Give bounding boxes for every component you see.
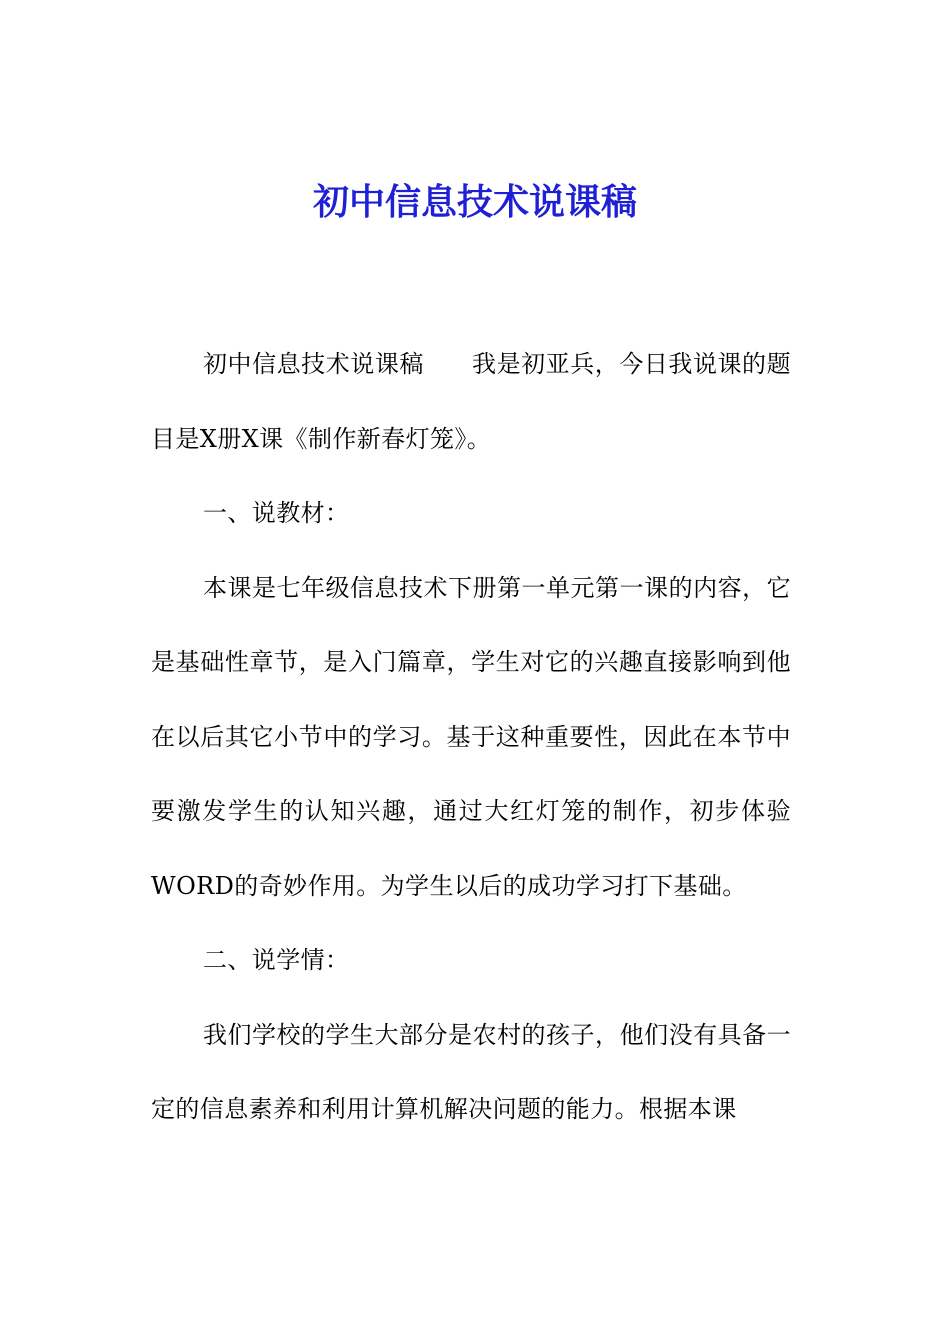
textbook-paragraph: 本课是七年级信息技术下册第一单元第一课的内容，它是基础性章节，是入门篇章，学生对它的兴趣直接影响到他在以后其它小节中的学习。基于这种重要性，因此在本节中要激发学生的认知兴趣，通过大红灯笼的制作，初步体验WORD的奇妙作用。为学生以后的成功学习打下基础。 <box>151 573 791 900</box>
intro-rest: 我是初亚兵，今日我说课的题目是X册X课《制作新春灯笼》。 <box>151 350 791 453</box>
section-heading-textbook: 一、说教材： <box>203 499 350 527</box>
intro-paragraph <box>151 327 791 476</box>
document-title: 初中信息技术说课稿 <box>312 181 637 223</box>
section-heading-students: 二、说学情： <box>203 946 350 974</box>
students-paragraph: 我们学校的学生大部分是农村的孩子，他们没有具备一定的信息素养和利用计算机解决问题的能力。根据本课 <box>151 1020 791 1123</box>
document-body <box>151 327 791 1147</box>
intro-lead: 初中信息技术说课稿 <box>203 350 424 378</box>
